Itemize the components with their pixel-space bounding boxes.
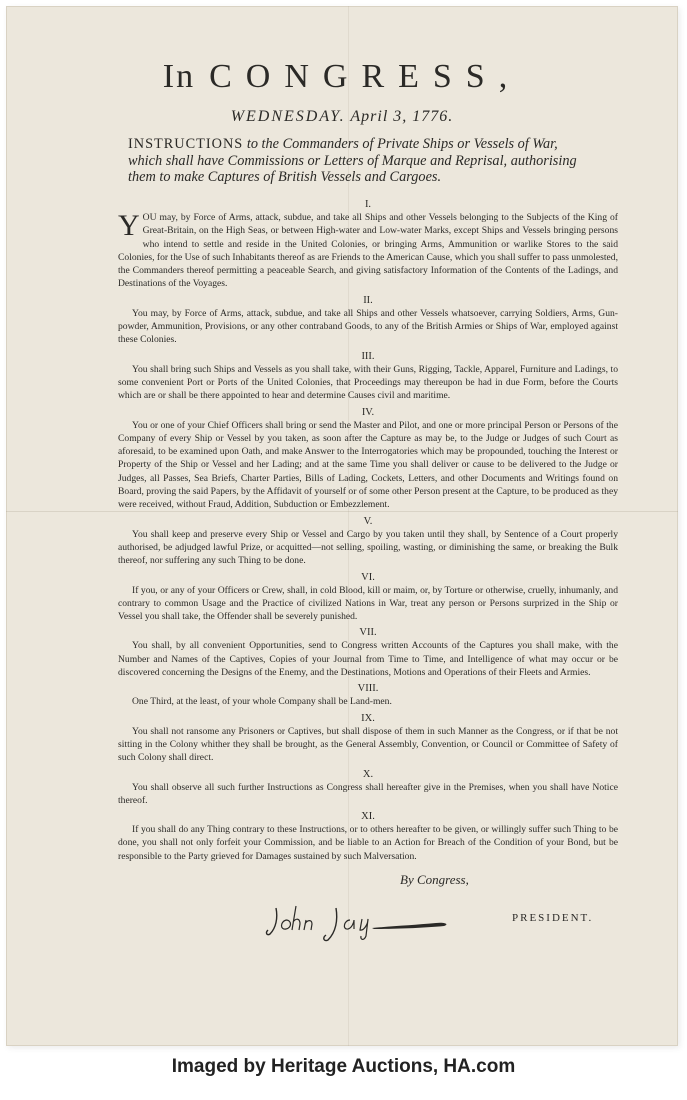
section-numeral: II. [363,294,373,306]
instructions-heading [128,136,588,186]
section-text: You may, by Force of Arms, attack, subdue, and take all Ships and other Vessels whatsoever, carrying Soldiers, Arms, Gun-powder, Ammunition, Provisions, or any other contraband Goods, to any of the British Armies or Ships of War, employed against these Colonies. [118,307,618,346]
section-text: You shall keep and preserve every Ship or Vessel and Cargo by you taken until they shall, by Sentence of a Court properly authorised, be adjudged lawful Prize, or acquitted—not selling, spoiling, wasting, or diminishing the same, or breaking the Bulk thereof, nor suffering any such Thing to be done. [118,528,618,567]
heading-lead: INSTRUCTIONS [128,136,244,152]
date-rest: April 3, 1776. [350,108,454,125]
section-text: You shall bring such Ships and Vessels as you shall take, with their Guns, Rigging, Tackle, Apparel, Furniture and Ladings, to some convenient Port or Ports of the United Colonies, that Proceedings may thereupon be had in due Form, before the Courts which are or shall be there appointed to hear and determine Causes civil and maritime. [118,363,618,402]
section-numeral: VII. [359,627,377,639]
section-numeral: VIII. [357,683,379,695]
image-credit: Imaged by Heritage Auctions, HA.com [171,1056,516,1077]
document-page [6,6,678,1046]
section-text [118,211,618,291]
section-text: If you, or any of your Officers or Crew, shall, in cold Blood, kill or maim, or, by Torture or otherwise, cruelly, inhumanly, and contrary to common Usage and the Practice of civilized Nations in War, treat any person or Persons surprized in the Ship or Vessel you shall take, the Offender shall be severely punished. [118,584,618,623]
document-title [6,58,678,96]
section-numeral: XI. [361,811,375,823]
section-text: One Third, at the least, of your whole Company shall be Land-men. [132,696,392,708]
signature-john-jay [264,898,504,942]
heading-rest: to the Commanders of Private Ships or Vessels of War, which shall have Commissions or Letters of Marque and Reprisal, authorising them to make Captures of British Vessels and Cargoes. [128,136,577,185]
section-text-body: OU may, by Force of Arms, attack, subdue, and take all Ships and other Vessels belonging to the Subjects of the King of Great-Britain, on the High Seas, or between High-water and Low-water Marks, except Ships and Vessels bringing persons who intend to settle and reside in the United Colonies, or bringing Arms, Ammunition or warlike Stores to the said Colonies, for the Use of such Inhabitants thereof as are Friends to the American Cause, which you shall suffer to pass unmolested, the Commanders thereof permitting a peaceable Search, and giving satisfactory Information of the Contents of the Ladings, and Destinations of the Voyages. [118,212,618,290]
title-lead: In [162,58,196,95]
president-title: PRESIDENT. [512,912,594,924]
section-text: You shall not ransome any Prisoners or Captives, but shall dispose of them in such Manner as the Congress, or if that be not sitting in the Colony whither they shall be brought, as the General Assembly, Convention, or Council or Committee of Safety of such Colony shall direct. [118,725,618,764]
title-main: CONGRESS, [209,58,522,95]
document-date [6,108,678,126]
drop-capital: Y [118,209,140,242]
section-text: You shall, by all convenient Opportunities, send to Congress written Accounts of the Captures you shall make, with the Number and Names of the Captives, Copies of your Journal from Time to Time, and Intelligence of what may occur or be discovered concerning the Designs of the Enemy, and the Destinations, Motions and Operations of their Fleets and Armies. [118,640,618,679]
section-numeral: III. [361,350,375,362]
section-text: If you shall do any Thing contrary to these Instructions, or to others hereafter to be given, or willingly suffer such Thing to be done, you shall not only forfeit your Commission, and be liable to an Action for Breach of the Condition of your Bond, but be responsible to the Party grieved for Damages sustained by such Malversation. [118,824,618,862]
section-numeral: I. [364,199,372,210]
section-numeral: VI. [361,571,375,583]
date-day: WEDNESDAY. [230,108,346,125]
instructions-body [118,196,618,866]
section-text: You shall observe all such further Instructions as Congress shall hereafter give in the Premises, when you shall have Notice thereof. [118,781,618,806]
section-numeral: X. [362,768,374,780]
section-numeral: IX. [361,712,375,724]
by-congress: By Congress, [400,872,469,887]
section-text: You or one of your Chief Officers shall bring or send the Master and Pilot, and one or more principal Person or Persons of the Company of every Ship or Vessel by you taken, as soon after the Capture as may be, to the Judge or Judges of such Court as aforesaid, to be examined upon Oath, and make Answer to the Interrogatories which may be propounded, touching the Interest or Property of the Ship or Vessel and her Lading; and at the same Time you shall deliver or cause to be delivered to the Judge or Judges, all Passes, Sea Briefs, Charter Parties, Bills of Lading, Cockets, Letters, and other Documents and Writings found on Board, proving the said Papers, by the Affidavit of yourself or of some other Person present at the Capture, to be produced as they were received, without Fraud, Addition, Subduction or Embezzlement. [118,419,618,511]
section-numeral: V. [363,515,373,527]
section-numeral: IV. [361,406,375,418]
